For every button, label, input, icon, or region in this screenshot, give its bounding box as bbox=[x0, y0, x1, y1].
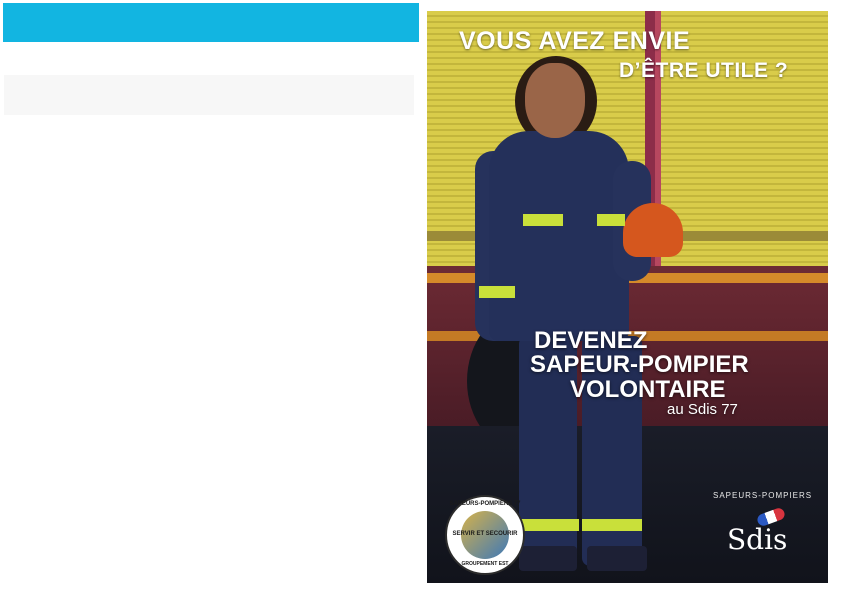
cta-line-4: au Sdis 77 bbox=[667, 401, 738, 418]
helmet-icon bbox=[623, 203, 683, 257]
firefighter-face bbox=[525, 63, 585, 138]
recruitment-poster bbox=[427, 11, 828, 583]
reflective-stripe bbox=[582, 519, 642, 531]
badge-bottom-text: GROUPEMENT EST bbox=[461, 561, 509, 567]
badge-top-text: SAPEURS-POMPIERS 77 bbox=[449, 501, 521, 507]
sdis-logo bbox=[709, 489, 817, 569]
firefighter-boot bbox=[519, 546, 577, 571]
sdis-wordmark: Sdis bbox=[727, 523, 788, 556]
reflective-stripe bbox=[597, 214, 625, 226]
badge-middle-text: SERVIR ET SECOURIR bbox=[452, 531, 518, 537]
reflective-stripe bbox=[479, 286, 515, 298]
headline-line-1: VOUS AVEZ ENVIE bbox=[459, 27, 691, 55]
reflective-stripe bbox=[519, 519, 579, 531]
firefighter-boot bbox=[587, 546, 647, 571]
header-color-band bbox=[3, 3, 419, 42]
firefighter-jacket bbox=[489, 131, 629, 341]
headline-line-2: D’ÊTRE UTILE ? bbox=[619, 59, 789, 82]
sdis-arc-text: SAPEURS-POMPIERS bbox=[713, 491, 813, 500]
cta-line-3: VOLONTAIRE bbox=[570, 376, 726, 403]
reflective-stripe bbox=[523, 214, 563, 226]
cta-line-1: DEVENEZ bbox=[534, 327, 648, 354]
faint-text-block bbox=[4, 75, 414, 115]
groupement-badge-logo bbox=[445, 495, 525, 575]
cta-line-2: SAPEUR-POMPIER bbox=[530, 351, 749, 378]
left-page bbox=[0, 0, 420, 595]
